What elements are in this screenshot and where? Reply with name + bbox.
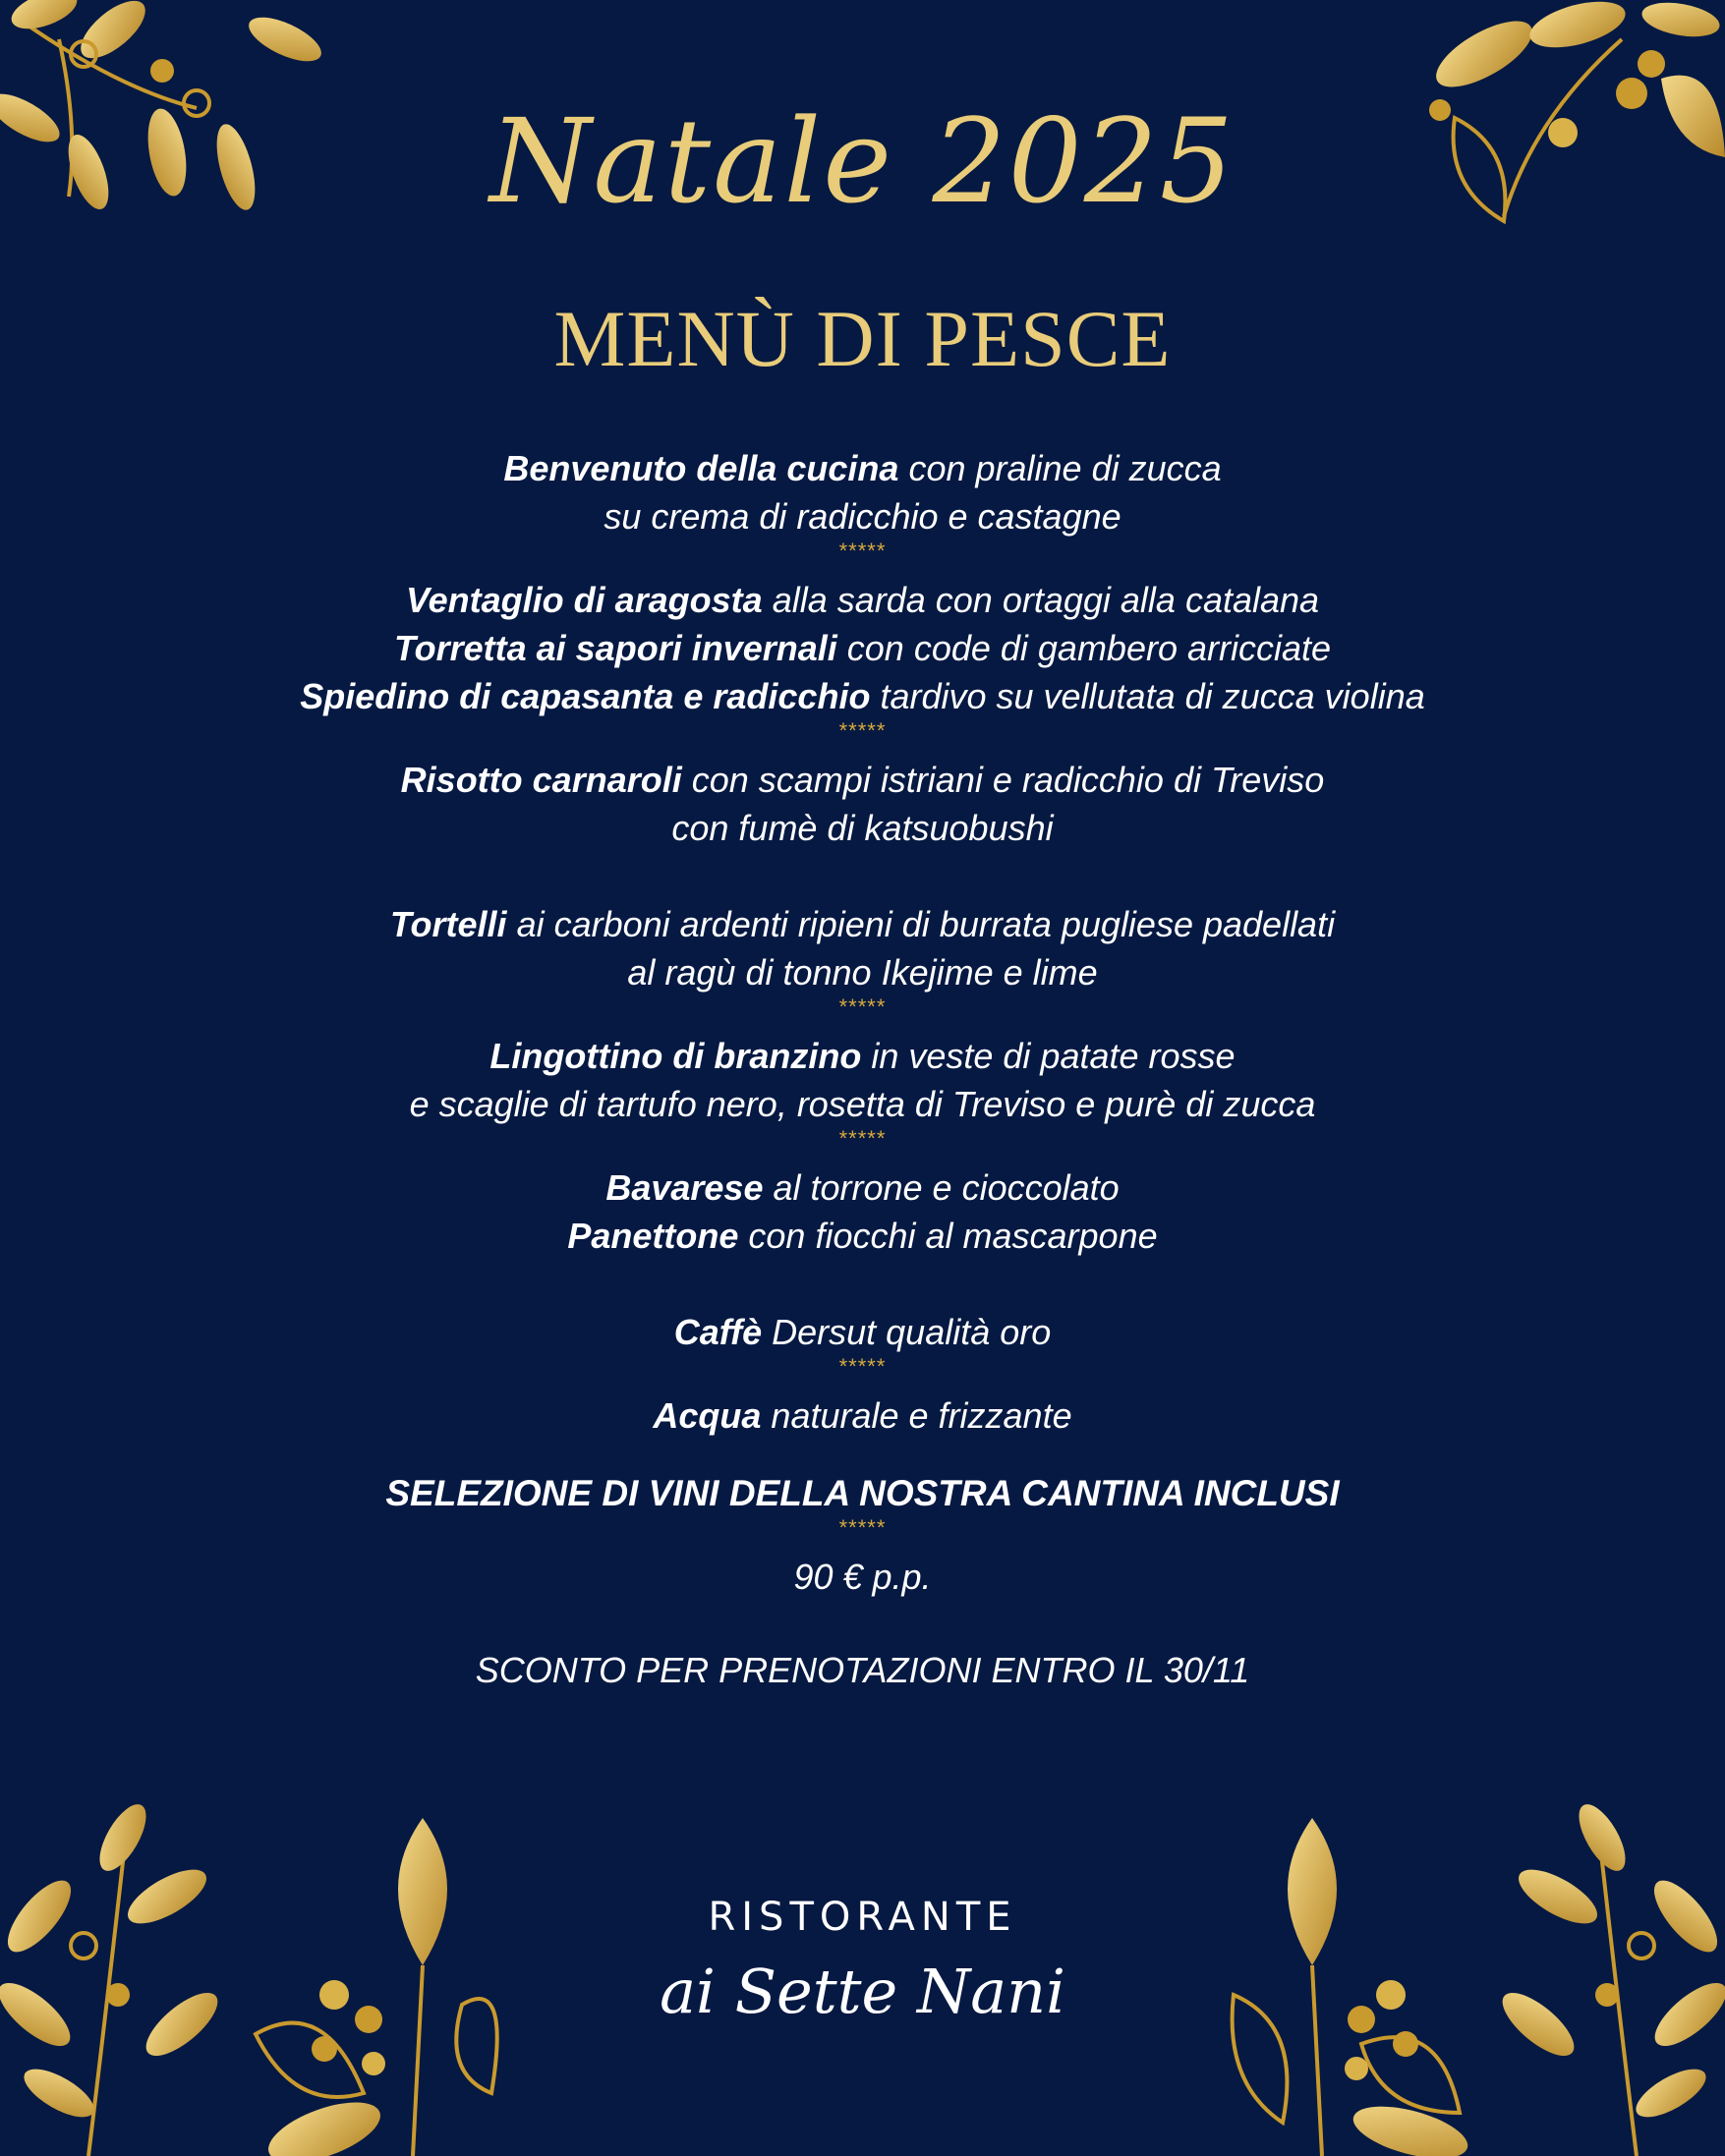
- menu-item-acqua: [0, 1391, 1725, 1440]
- dish-name: Ventaglio di aragosta: [405, 580, 763, 620]
- menu-item-tortelli: [0, 900, 1725, 948]
- dish-description: ai carboni ardenti ripieni di burrata pugliese padellati: [506, 904, 1336, 944]
- dish-name: Acqua: [653, 1395, 762, 1436]
- dish-name: Benvenuto della cucina: [503, 448, 899, 488]
- dish-description: Dersut qualità oro: [762, 1312, 1052, 1352]
- wine-included-note: SELEZIONE DI VINI DELLA NOSTRA CANTINA INCLUSI: [385, 1473, 1340, 1513]
- dish-description: al torrone e cioccolato: [763, 1167, 1120, 1208]
- dish-description-line: e scaglie di tartufo nero, rosetta di Treviso e purè di zucca: [409, 1084, 1316, 1124]
- dish-name: Lingottino di branzino: [489, 1036, 862, 1076]
- dish-description-line: su crema di radicchio e castagne: [604, 496, 1121, 537]
- dish-name: Panettone: [567, 1216, 739, 1256]
- separator-stars: *****: [838, 1354, 887, 1379]
- page-title: Natale 2025: [489, 93, 1236, 229]
- spacer: [0, 852, 1725, 900]
- restaurant-logo: ai Sette Nani: [660, 1956, 1065, 2027]
- discount-note: SCONTO PER PRENOTAZIONI ENTRO IL 30/11: [475, 1650, 1250, 1690]
- menu-item-caffe: [0, 1308, 1725, 1356]
- menu-item-bavarese: [0, 1163, 1725, 1212]
- menu-item-spiedino: [0, 672, 1725, 720]
- dish-description: con fiocchi al mascarpone: [738, 1216, 1158, 1256]
- spacer: [0, 1601, 1725, 1646]
- dish-name: Bavarese: [605, 1167, 764, 1208]
- dish-name: Tortelli: [389, 904, 507, 944]
- dish-description-line: al ragù di tonno Ikejime e lime: [627, 952, 1098, 993]
- dish-description: con scampi istriani e radicchio di Treviso: [681, 760, 1325, 800]
- separator-stars: *****: [838, 539, 887, 563]
- dish-name: Spiedino di capasanta e radicchio: [300, 676, 871, 716]
- dish-description-line: con fumè di katsuobushi: [671, 808, 1054, 848]
- dish-name: Caffè: [673, 1312, 763, 1352]
- menu-item-torretta: [0, 624, 1725, 672]
- dish-name: Risotto carnaroli: [400, 760, 682, 800]
- separator-stars: *****: [838, 718, 887, 743]
- restaurant-label: RISTORANTE: [708, 1895, 1017, 1940]
- menu-item-branzino: [0, 1032, 1725, 1080]
- page-subtitle: MENÙ DI PESCE: [553, 294, 1172, 383]
- separator-stars: *****: [838, 1515, 887, 1540]
- menu-list: [0, 444, 1725, 1694]
- menu-item-aragosta: [0, 576, 1725, 624]
- dish-description: alla sarda con ortaggi alla catalana: [762, 580, 1320, 620]
- menu-item-risotto: [0, 756, 1725, 804]
- spacer: [0, 1260, 1725, 1308]
- dish-description: con praline di zucca: [898, 448, 1222, 488]
- spacer: [0, 1440, 1725, 1469]
- dish-description: con code di gambero arricciate: [836, 628, 1332, 668]
- separator-stars: *****: [838, 994, 887, 1019]
- dish-description: tardivo su vellutata di zucca violina: [870, 676, 1425, 716]
- menu-item-welcome: [0, 444, 1725, 492]
- dish-name: Torretta ai sapori invernali: [393, 628, 837, 668]
- menu-item-panettone: [0, 1212, 1725, 1260]
- dish-description: naturale e frizzante: [761, 1395, 1072, 1436]
- dish-description: in veste di patate rosse: [861, 1036, 1236, 1076]
- price: 90 € p.p.: [793, 1557, 932, 1597]
- separator-stars: *****: [838, 1126, 887, 1151]
